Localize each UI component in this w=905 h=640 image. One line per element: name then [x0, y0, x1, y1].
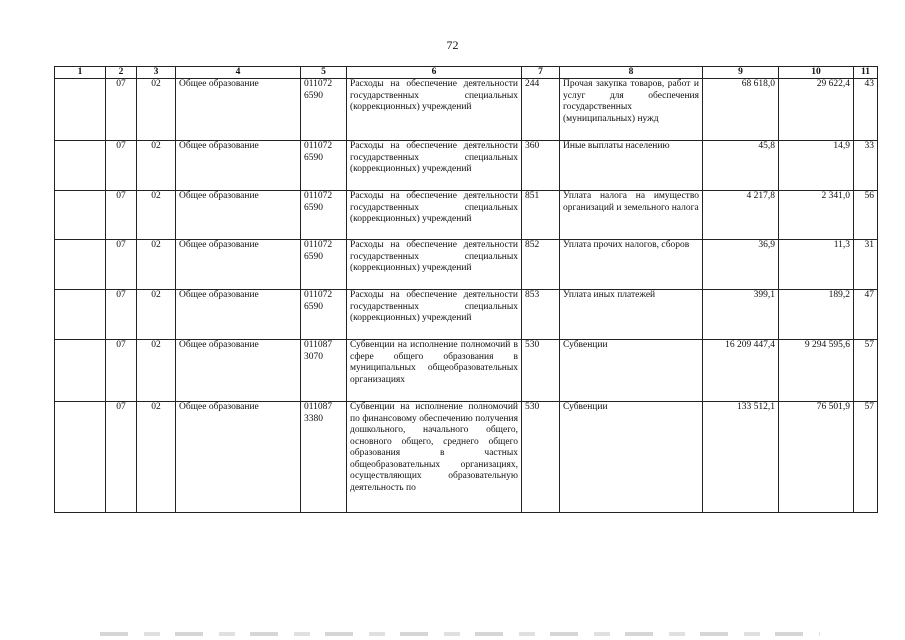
cell-percent: 33 — [854, 141, 878, 191]
cell-plan-amount: 16 209 447,4 — [703, 340, 779, 402]
header-cell: 6 — [347, 67, 522, 79]
cell-target-code: 011072 6590 — [301, 240, 347, 290]
cell-percent: 31 — [854, 240, 878, 290]
cell-expense-type: 530 — [522, 340, 560, 402]
cell-section: 07 — [106, 240, 137, 290]
header-row — [55, 67, 878, 79]
scan-artifact — [100, 632, 820, 636]
cell-expense-type-name: Прочая закупка товаров, работ и услуг для обеспечения государственных (муниципальных) нужд — [560, 79, 703, 141]
cell-plan-amount: 133 512,1 — [703, 402, 779, 513]
cell-target-name: Расходы на обеспечение деятельности государственных специальных (коррекционных) учреждений — [347, 141, 522, 191]
cell-actual-amount: 9 294 595,6 — [779, 340, 854, 402]
table-row — [55, 141, 878, 191]
cell-target-code: 011072 6590 — [301, 290, 347, 340]
header-cell: 11 — [854, 67, 878, 79]
cell-empty — [55, 240, 106, 290]
cell-empty — [55, 79, 106, 141]
budget-table — [54, 66, 878, 513]
cell-section: 07 — [106, 340, 137, 402]
cell-target-code: 011087 3070 — [301, 340, 347, 402]
table-row — [55, 340, 878, 402]
table-row — [55, 402, 878, 513]
cell-target-code: 011087 3380 — [301, 402, 347, 513]
cell-plan-amount: 45,8 — [703, 141, 779, 191]
cell-expense-type: 530 — [522, 402, 560, 513]
cell-section: 07 — [106, 191, 137, 240]
header-cell: 7 — [522, 67, 560, 79]
cell-subsection: 02 — [137, 340, 176, 402]
cell-actual-amount: 76 501,9 — [779, 402, 854, 513]
cell-expense-type: 244 — [522, 79, 560, 141]
cell-target-name: Расходы на обеспечение деятельности государственных специальных (коррекционных) учреждений — [347, 290, 522, 340]
table-row — [55, 191, 878, 240]
cell-subsection: 02 — [137, 141, 176, 191]
table-row — [55, 79, 878, 141]
cell-expense-type-name: Субвенции — [560, 340, 703, 402]
table-row — [55, 290, 878, 340]
cell-subsection: 02 — [137, 402, 176, 513]
cell-target-name: Субвенции на исполнение полномочий по финансовому обеспечению получения дошкольного, начального общего, основного общего, среднего общего образования в частных общеобразовательных организациях, осуществляющих образовательную деятельность по — [347, 402, 522, 513]
cell-expense-type-name: Уплата иных платежей — [560, 290, 703, 340]
cell-expense-type-name: Иные выплаты населению — [560, 141, 703, 191]
cell-expense-type-name: Уплата прочих налогов, сборов — [560, 240, 703, 290]
cell-plan-amount: 36,9 — [703, 240, 779, 290]
cell-subsection-name: Общее образование — [176, 191, 301, 240]
cell-percent: 57 — [854, 402, 878, 513]
cell-target-name: Расходы на обеспечение деятельности государственных специальных (коррекционных) учреждений — [347, 191, 522, 240]
cell-section: 07 — [106, 141, 137, 191]
cell-actual-amount: 14,9 — [779, 141, 854, 191]
cell-expense-type: 851 — [522, 191, 560, 240]
header-cell: 1 — [55, 67, 106, 79]
cell-target-name: Расходы на обеспечение деятельности государственных специальных (коррекционных) учреждений — [347, 79, 522, 141]
cell-empty — [55, 402, 106, 513]
header-cell: 3 — [137, 67, 176, 79]
cell-actual-amount: 2 341,0 — [779, 191, 854, 240]
cell-expense-type: 853 — [522, 290, 560, 340]
cell-expense-type-name: Субвенции — [560, 402, 703, 513]
cell-percent: 47 — [854, 290, 878, 340]
cell-subsection: 02 — [137, 191, 176, 240]
cell-percent: 43 — [854, 79, 878, 141]
cell-subsection: 02 — [137, 240, 176, 290]
cell-expense-type: 852 — [522, 240, 560, 290]
cell-expense-type-name: Уплата налога на имущество организаций и земельного налога — [560, 191, 703, 240]
cell-subsection-name: Общее образование — [176, 79, 301, 141]
cell-target-code: 011072 6590 — [301, 79, 347, 141]
cell-actual-amount: 189,2 — [779, 290, 854, 340]
cell-subsection-name: Общее образование — [176, 290, 301, 340]
header-cell: 10 — [779, 67, 854, 79]
cell-target-name: Расходы на обеспечение деятельности государственных специальных (коррекционных) учреждений — [347, 240, 522, 290]
cell-plan-amount: 68 618,0 — [703, 79, 779, 141]
cell-target-name: Субвенции на исполнение полномочий в сфере общего образования в муниципальных общеобразовательных организациях — [347, 340, 522, 402]
cell-subsection-name: Общее образование — [176, 240, 301, 290]
cell-plan-amount: 4 217,8 — [703, 191, 779, 240]
cell-empty — [55, 290, 106, 340]
cell-section: 07 — [106, 402, 137, 513]
cell-plan-amount: 399,1 — [703, 290, 779, 340]
cell-section: 07 — [106, 79, 137, 141]
header-cell: 2 — [106, 67, 137, 79]
cell-actual-amount: 29 622,4 — [779, 79, 854, 141]
header-cell: 5 — [301, 67, 347, 79]
cell-target-code: 011072 6590 — [301, 191, 347, 240]
cell-empty — [55, 191, 106, 240]
cell-target-code: 011072 6590 — [301, 141, 347, 191]
cell-empty — [55, 141, 106, 191]
cell-subsection: 02 — [137, 290, 176, 340]
table-row — [55, 240, 878, 290]
cell-subsection-name: Общее образование — [176, 141, 301, 191]
cell-percent: 57 — [854, 340, 878, 402]
cell-percent: 56 — [854, 191, 878, 240]
page-number: 72 — [446, 38, 459, 52]
cell-empty — [55, 340, 106, 402]
cell-expense-type: 360 — [522, 141, 560, 191]
cell-subsection-name: Общее образование — [176, 340, 301, 402]
cell-actual-amount: 11,3 — [779, 240, 854, 290]
cell-subsection: 02 — [137, 79, 176, 141]
cell-section: 07 — [106, 290, 137, 340]
cell-subsection-name: Общее образование — [176, 402, 301, 513]
header-cell: 8 — [560, 67, 703, 79]
header-cell: 4 — [176, 67, 301, 79]
header-cell: 9 — [703, 67, 779, 79]
